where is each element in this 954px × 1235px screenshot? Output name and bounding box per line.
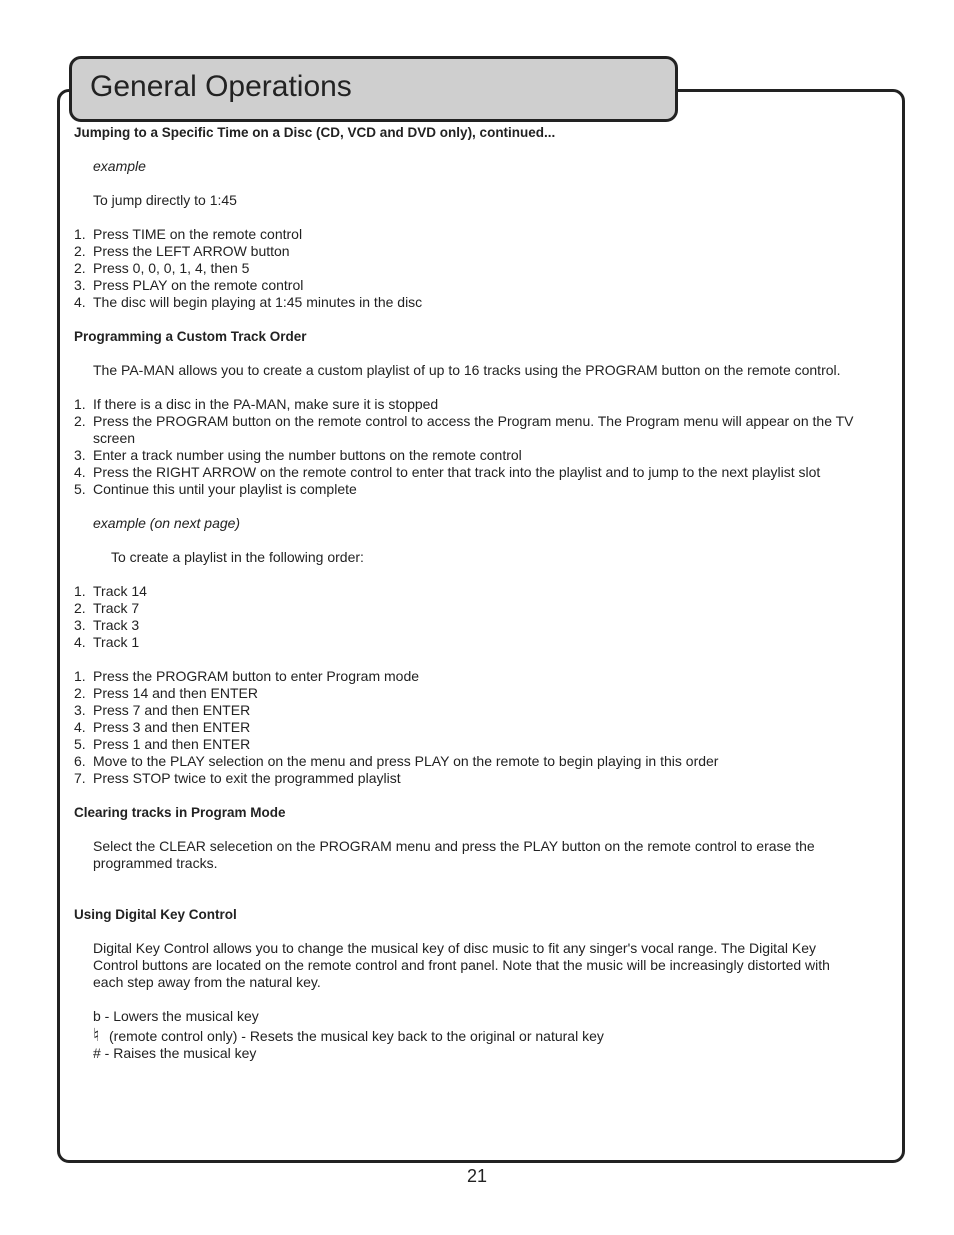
section-heading-jump: Jumping to a Specific Time on a Disc (CD, VCD and DVD only), continued... (74, 125, 556, 140)
list-item: 7. Press STOP twice to exit the programmed playlist (74, 770, 401, 786)
list-item: 2. Track 7 (74, 600, 140, 616)
list-item: 6. Move to the PLAY selection on the menu and press PLAY on the remote to begin playing in this order (74, 753, 719, 769)
list-item: 2. Press 14 and then ENTER (74, 685, 258, 701)
key-body: Digital Key Control allows you to change the musical key of disc music to fit any singer's vocal range. The Digital Key Control buttons are located on the remote control and front panel. Note that the music will be increasingly distorted with each step away from the natural key. (93, 940, 830, 990)
jump-intro: To jump directly to 1:45 (93, 192, 237, 208)
list-item: 1. Press the PROGRAM button to enter Program mode (74, 668, 420, 684)
list-item: 4. The disc will begin playing at 1:45 minutes in the disc (74, 294, 423, 310)
playlist-intro: To create a playlist in the following order: (111, 549, 364, 565)
program-intro: The PA-MAN allows you to create a custom playlist of up to 16 tracks using the PROGRAM button on the remote control. (93, 362, 841, 378)
list-item: 5. Press 1 and then ENTER (74, 736, 251, 752)
list-item: 5. Continue this until your playlist is complete (74, 481, 357, 497)
list-item: 1. Track 14 (74, 583, 147, 599)
list-item: 3. Press PLAY on the remote control (74, 277, 304, 293)
list-item: 1. Press TIME on the remote control (74, 226, 303, 242)
program-example-steps (74, 668, 854, 787)
page-title: General Operations (90, 70, 352, 103)
list-item: 4. Press 3 and then ENTER (74, 719, 251, 735)
list-item: 4. Track 1 (74, 634, 140, 650)
list-item: 4. Press the RIGHT ARROW on the remote control to enter that track into the playlist and to jump to the next playlist slot (74, 464, 821, 480)
natural-line (74, 1027, 854, 1045)
playlist-tracks (74, 583, 854, 651)
list-item: 3. Track 3 (74, 617, 140, 633)
flat-description: b - Lowers the musical key (93, 1008, 259, 1024)
section-heading-program: Programming a Custom Track Order (74, 329, 307, 344)
section-heading-key: Using Digital Key Control (74, 907, 237, 922)
program-steps (74, 396, 854, 498)
sharp-description: # - Raises the musical key (93, 1045, 257, 1061)
list-item: 3. Press 7 and then ENTER (74, 702, 251, 718)
page-content (74, 124, 854, 1062)
clear-body: Select the CLEAR selecetion on the PROGRAM menu and press the PLAY button on the remote control to erase the programmed tracks. (93, 838, 815, 871)
list-item: 2. Press the LEFT ARROW button (74, 243, 290, 259)
example-label: example (93, 158, 146, 174)
natural-sign-icon: ♮ (93, 1025, 100, 1045)
page-number: 21 (466, 1166, 488, 1186)
natural-description: (remote control only) - Resets the musical key back to the original or natural key (109, 1028, 604, 1044)
list-item: 3. Enter a track number using the number buttons on the remote control (74, 447, 522, 463)
jump-steps (74, 226, 854, 311)
list-item: 2. Press the PROGRAM button on the remote control to access the Program menu. The Program menu will appear on the TV screen (74, 413, 854, 446)
example-label: example (on next page) (93, 515, 241, 531)
list-item: 1. If there is a disc in the PA-MAN, make sure it is stopped (74, 396, 439, 412)
section-heading-clear: Clearing tracks in Program Mode (74, 805, 286, 820)
list-item: 2. Press 0, 0, 0, 1, 4, then 5 (74, 260, 250, 276)
